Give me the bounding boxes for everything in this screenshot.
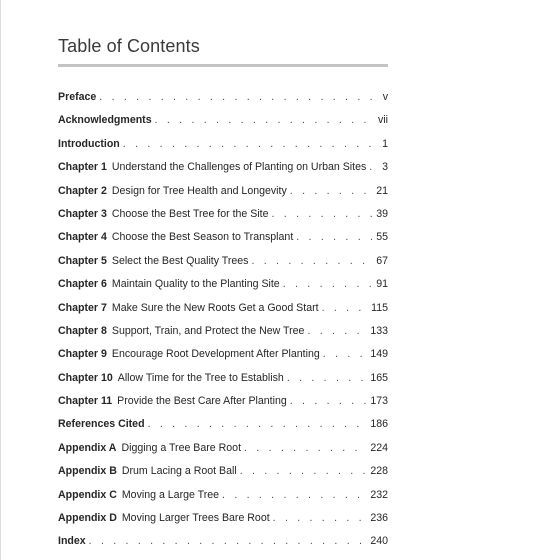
toc-entry-page-number: 186	[370, 418, 388, 431]
toc-entry-label: Appendix C	[58, 488, 117, 501]
dot-leader	[148, 413, 368, 436]
toc-entry-title: Maintain Quality to the Planting Site	[111, 278, 280, 291]
toc-entry-page-number: 149	[370, 348, 388, 361]
toc-entry-page-number: 133	[370, 324, 388, 337]
toc-entry-page-number: 232	[370, 488, 388, 501]
toc-entry-page-number: v	[382, 91, 388, 103]
dot-leader	[222, 484, 367, 507]
toc-entry-label: Appendix D	[58, 512, 117, 525]
dot-leader	[273, 507, 368, 530]
toc-entry-label: Chapter 3	[58, 207, 107, 220]
dot-leader	[287, 367, 368, 390]
toc-entry-page-number: 224	[370, 441, 388, 454]
toc-entry-label: Index	[58, 535, 86, 548]
toc-entry-label: Introduction	[58, 137, 120, 150]
toc-entry[interactable]	[58, 273, 388, 296]
toc-entry-label: Chapter 6	[58, 278, 107, 291]
toc-entry-title: Digging a Tree Bare Root	[121, 441, 242, 454]
toc-entry-title: Provide the Best Care After Planting	[117, 395, 287, 408]
toc-entry-page-number: 55	[376, 231, 388, 244]
page-edge-line	[0, 0, 1, 560]
toc-entry-title: Allow Time for the Tree to Establish	[117, 371, 284, 384]
toc-entry-page-number: 240	[370, 535, 388, 548]
toc-entry-page-number: 21	[376, 184, 388, 197]
toc-entry-title: Moving Larger Trees Bare Root	[121, 512, 270, 525]
toc-entry-page-number: 173	[370, 395, 388, 408]
toc-entry[interactable]	[58, 109, 388, 132]
dot-leader	[283, 273, 373, 296]
toc-entry-page-number: 67	[376, 254, 388, 267]
toc-page	[58, 34, 388, 554]
dot-leader	[99, 86, 379, 109]
toc-entry-title: Select the Best Quality Trees	[111, 254, 249, 267]
toc-entry-label: Chapter 10	[58, 371, 113, 384]
dot-leader	[307, 320, 367, 343]
toc-entry-label: Chapter 4	[58, 231, 107, 244]
toc-entry-label: Chapter 1	[58, 161, 107, 174]
toc-entry[interactable]	[58, 390, 388, 413]
toc-entry-label: Chapter 11	[58, 395, 113, 408]
toc-entry[interactable]	[58, 133, 388, 156]
page-title: Table of Contents	[58, 36, 200, 56]
toc-entry-page-number: 91	[376, 278, 388, 291]
toc-entry-label: Appendix A	[58, 441, 117, 454]
toc-entry-label: Chapter 5	[58, 254, 107, 267]
toc-entry-label: Chapter 2	[58, 184, 107, 197]
toc-entry[interactable]	[58, 507, 388, 530]
dot-leader	[272, 203, 374, 226]
toc-entry[interactable]	[58, 437, 388, 460]
toc-entry[interactable]	[58, 413, 388, 436]
toc-entry-page-number: vii	[377, 114, 388, 127]
toc-entry[interactable]	[58, 226, 388, 249]
toc-entry-page-number: 3	[382, 161, 388, 174]
dot-leader	[290, 180, 373, 203]
dot-leader	[89, 530, 368, 553]
toc-entry[interactable]	[58, 320, 388, 343]
toc-entry-label: Preface	[58, 91, 97, 103]
toc-entry-title: Understand the Challenges of Planting on Urban Sites	[111, 161, 367, 174]
toc-entry-title: Support, Train, and Protect the New Tree	[111, 324, 305, 337]
toc-entry-title: Moving a Large Tree	[121, 488, 220, 501]
toc-entry-title: Make Sure the New Roots Get a Good Start	[111, 301, 319, 314]
toc-entry-page-number: 236	[370, 512, 388, 525]
toc-entry-label: Chapter 8	[58, 324, 107, 337]
toc-entry[interactable]	[58, 86, 388, 109]
toc-entry[interactable]	[58, 484, 388, 507]
toc-entry-page-number: 1	[382, 137, 388, 150]
dot-leader	[155, 109, 375, 132]
dot-leader	[323, 343, 368, 366]
dot-leader	[369, 156, 379, 179]
dot-leader	[240, 460, 368, 483]
dot-leader	[251, 250, 373, 273]
toc-entry[interactable]	[58, 530, 388, 553]
toc-entry-page-number: 39	[376, 207, 388, 220]
dot-leader	[244, 437, 367, 460]
toc-entry-title: Design for Tree Health and Longevity	[111, 184, 287, 197]
toc-entry[interactable]	[58, 460, 388, 483]
dot-leader	[123, 133, 379, 156]
toc-entry-label: Appendix B	[58, 465, 117, 478]
dot-leader	[296, 226, 373, 249]
toc-entry-title: Drum Lacing a Root Ball	[121, 465, 237, 478]
dot-leader	[290, 390, 368, 413]
dot-leader	[322, 297, 369, 320]
toc-entry-title: Choose the Best Tree for the Site	[111, 207, 269, 220]
toc-entry-page-number: 165	[370, 371, 388, 384]
toc-entry[interactable]	[58, 297, 388, 320]
toc-entry[interactable]	[58, 203, 388, 226]
toc-entry[interactable]	[58, 367, 388, 390]
toc-entry[interactable]	[58, 180, 388, 203]
toc-entry-title: Choose the Best Season to Transplant	[111, 231, 294, 244]
toc-entry[interactable]	[58, 250, 388, 273]
toc-entry-title: Encourage Root Development After Planting	[111, 348, 320, 361]
toc-entry-page-number: 115	[371, 301, 388, 314]
toc-entry-label: Chapter 7	[58, 301, 107, 314]
toc-entry-label: Acknowledgments	[58, 114, 152, 127]
toc-entry[interactable]	[58, 343, 388, 366]
toc-entry-page-number: 228	[370, 465, 388, 478]
title-divider	[58, 64, 388, 67]
toc-entry[interactable]	[58, 156, 388, 179]
toc-list	[58, 86, 388, 554]
toc-entry-label: References Cited	[58, 418, 145, 431]
toc-entry-label: Chapter 9	[58, 348, 107, 361]
